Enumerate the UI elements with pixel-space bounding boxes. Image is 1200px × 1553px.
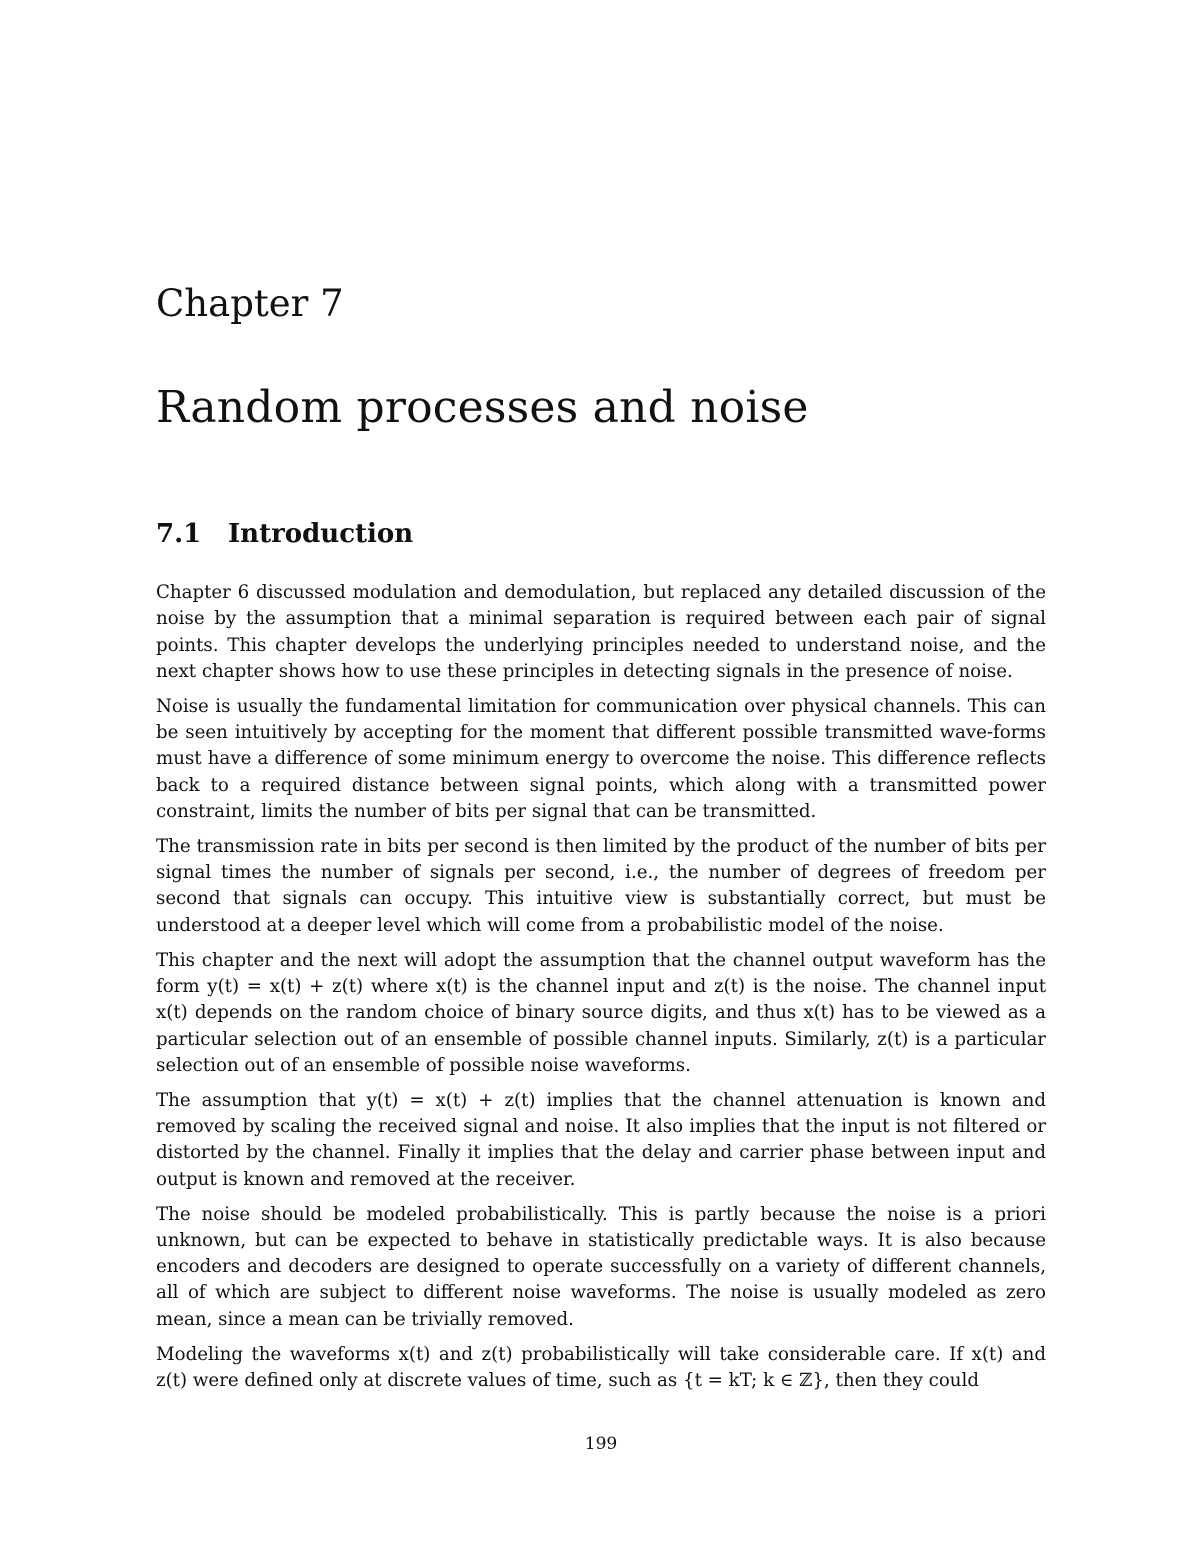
document-page xyxy=(156,0,1046,1553)
section-title: Introduction xyxy=(228,519,414,549)
paragraph-7: Modeling the waveforms x(t) and z(t) probabilistically will take considerable care. If x(t) and z(t) were defined only at discrete values of time, such as {t = kT; k ∈ ℤ}, then they could xyxy=(156,1343,1046,1391)
section-number: 7.1 xyxy=(156,519,202,549)
paragraph-2: Noise is usually the fundamental limitation for communication over physical channels. This can be seen intuitively by accepting for the moment that different possible transmitted wave-forms must have a difference of some minimum energy to overcome the noise. This difference reflects back to a required distance between signal points, which along with a transmitted power constraint, limits the number of bits per signal that can be transmitted. xyxy=(156,695,1046,822)
paragraph-3: The transmission rate in bits per second is then limited by the product of the number of bits per signal times the number of signals per second, i.e., the number of degrees of freedom per second that signals can occupy. This intuitive view is substantially correct, but must be understood at a deeper level which will come from a probabilistic model of the noise. xyxy=(156,835,1046,936)
chapter-label: Chapter 7 xyxy=(156,282,344,325)
chapter-title: Random processes and noise xyxy=(156,382,809,433)
paragraph-5: The assumption that y(t) = x(t) + z(t) implies that the channel attenuation is known and removed by scaling the received signal and noise. It also implies that the input is not filtered or distorted by the channel. Finally it implies that the delay and carrier phase between input and output is known and removed at the receiver. xyxy=(156,1089,1046,1190)
section-heading xyxy=(156,518,413,550)
paragraph-1: Chapter 6 discussed modulation and demodulation, but replaced any detailed discussion of the noise by the assumption that a minimal separation is required between each pair of signal points. This chapter develops the underlying principles needed to understand noise, and the next chapter shows how to use these principles in detecting signals in the presence of noise. xyxy=(156,582,1046,682)
body-text xyxy=(156,580,1046,1403)
paragraph-6: The noise should be modeled probabilistically. This is partly because the noise is a priori unknown, but can be expected to behave in statistically predictable ways. It is also because encoders and decoders are designed to operate successfully on a variety of different channels, all of which are subject to different noise waveforms. The noise is usually modeled as zero mean, since a mean can be trivially removed. xyxy=(156,1203,1046,1330)
paragraph-4: This chapter and the next will adopt the assumption that the channel output waveform has the form y(t) = x(t) + z(t) where x(t) is the channel input and z(t) is the noise. The channel input x(t) depends on the random choice of binary source digits, and thus x(t) has to be viewed as a particular selection out of an ensemble of possible channel inputs. Similarly, z(t) is a particular selection out of an ensemble of possible noise waveforms. xyxy=(156,949,1046,1076)
page-number: 199 xyxy=(584,1434,618,1454)
